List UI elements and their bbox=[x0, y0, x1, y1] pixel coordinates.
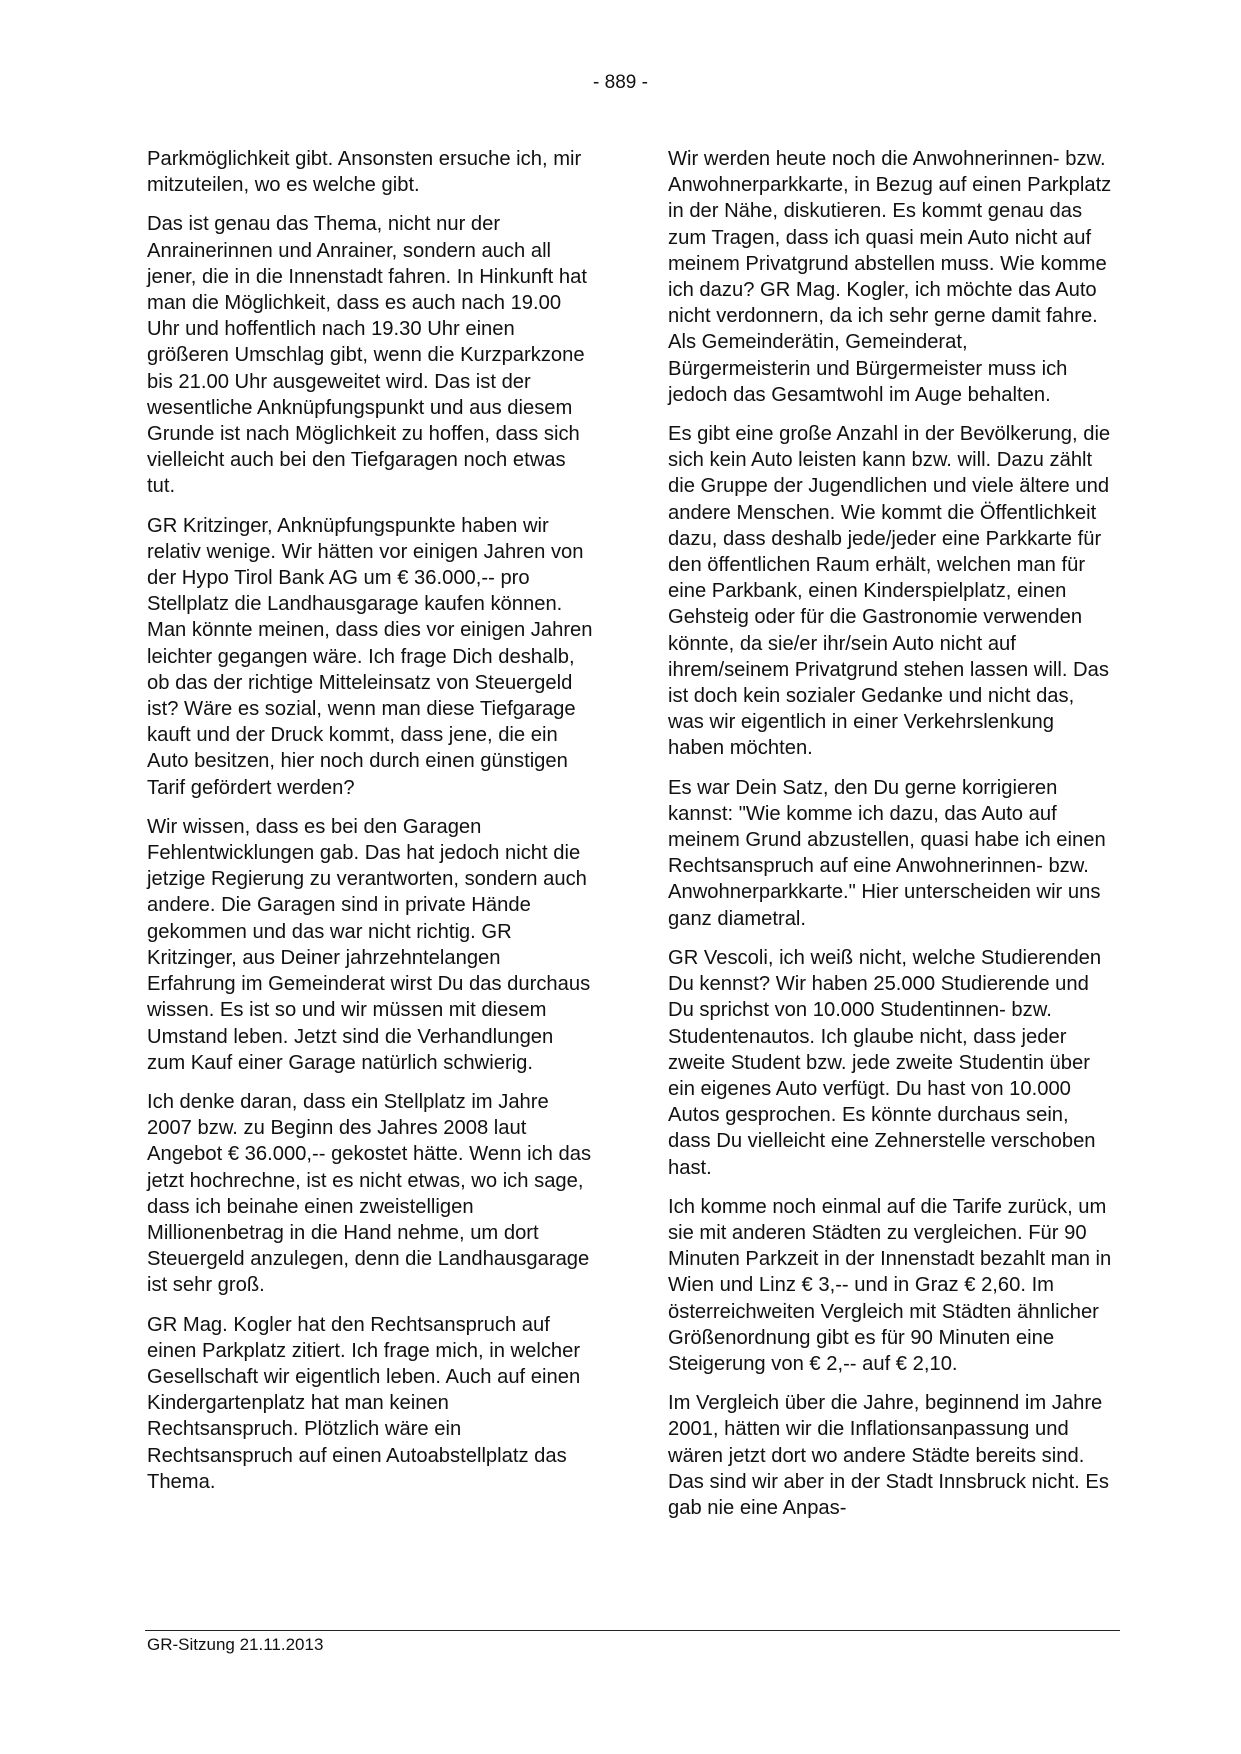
paragraph: Das ist genau das Thema, nicht nur der Anrainerinnen und Anrainer, sondern auch all jener, die in die Innenstadt fahren. In Hinkunft hat man die Möglichkeit, dass es auch nach 19.00 Uhr und hoffentlich nach 19.30 Uhr einen größeren Umschlag gibt, wenn die Kurzparkzone bis 21.00 Uhr ausgeweitet wird. Das ist der wesentliche Anknüpfungspunkt und aus diesem Grunde ist nach Möglichkeit zu hoffen, dass sich vielleicht auch bei den Tiefgaragen noch etwas tut. bbox=[147, 213, 587, 498]
paragraph: Wir werden heute noch die Anwohnerinnen- bzw. Anwohnerparkkarte, in Bezug auf einen Parkplatz in der Nähe, diskutieren. Es kommt genau das zum Tragen, dass ich quasi mein Auto nicht auf meinem Privatgrund abstellen muss. Wie komme ich dazu? GR Mag. Kogler, ich möchte das Auto nicht verdonnern, da ich sehr gerne damit fahre. Als Gemeinderätin, Gemeinderat, Bürgermeisterin und Bürgermeister muss ich jedoch das Gesamtwohl im Auge behalten. bbox=[668, 148, 1112, 406]
footer-divider bbox=[145, 1630, 1120, 1631]
paragraph: Es war Dein Satz, den Du gerne korrigieren kannst: "Wie komme ich dazu, das Auto auf meinem Grund abzustellen, quasi habe ich einen Rechtsanspruch auf eine Anwohnerinnen- bzw. Anwohnerparkkarte." Hier unterscheiden wir uns ganz diametral. bbox=[668, 776, 1106, 930]
paragraph: Wir wissen, dass es bei den Garagen Fehlentwicklungen gab. Das hat jedoch nicht die jetzige Regierung zu verantworten, sondern auch andere. Die Garagen sind in private Hände gekommen und das war nicht richtig. GR Kritzinger, aus Deiner jahrzehntelangen Erfahrung im Gemeinderat wirst Du das durchaus wissen. Es ist so und wir müssen mit diesem Umstand leben. Jetzt sind die Verhandlungen zum Kauf einer Garage natürlich schwierig. bbox=[147, 815, 591, 1074]
paragraph: Ich komme noch einmal auf die Tarife zurück, um sie mit anderen Städten zu vergleichen. Für 90 Minuten Parkzeit in der Innenstadt bezahlt man in Wien und Linz € 3,-- und in Graz € 2,60. Im österreichweiten Vergleich mit Städten ähnlicher Größenordnung gibt es für 90 Minuten eine Steigerung von € 2,-- auf € 2,10. bbox=[668, 1195, 1112, 1375]
left-column bbox=[147, 146, 593, 1508]
paragraph: GR Kritzinger, Anknüpfungspunkte haben wir relativ wenige. Wir hätten vor einigen Jahren von der Hypo Tirol Bank AG um € 36.000,-- pro Stellplatz die Landhausgarage kaufen können. Man könnte meinen, dass dies vor einigen Jahren leichter gegangen wäre. Ich frage Dich deshalb, ob das der richtige Mitteleinsatz von Steuergeld ist? Wäre es sozial, wenn man diese Tiefgarage kauft und der Druck kommt, dass jene, die ein Auto besitzen, hier noch durch einen günstigen Tarif gefördert werden? bbox=[147, 514, 593, 799]
footer-session-label: GR-Sitzung 21.11.2013 bbox=[147, 1635, 324, 1654]
paragraph: Parkmöglichkeit gibt. Ansonsten ersuche ich, mir mitzuteilen, wo es welche gibt. bbox=[147, 148, 582, 197]
paragraph: Im Vergleich über die Jahre, beginnend im Jahre 2001, hätten wir die Inflationsanpassung und wären jetzt dort wo andere Städte bereits sind. Das sind wir aber in der Stadt Innsbruck nicht. Es gab nie eine Anpas- bbox=[668, 1392, 1109, 1519]
paragraph: GR Vescoli, ich weiß nicht, welche Studierenden Du kennst? Wir haben 25.000 Studierende und Du sprichst von 10.000 Studentinnen- bzw. Studentenautos. Ich glaube nicht, dass jeder zweite Student bzw. jede zweite Studentin über ein eigenes Auto verfügt. Du hast von 10.000 Autos gesprochen. Es könnte durchaus sein, dass Du vielleicht eine Zehnerstelle verschoben hast. bbox=[668, 946, 1102, 1179]
paragraph: Ich denke daran, dass ein Stellplatz im Jahre 2007 bzw. zu Beginn des Jahres 2008 laut Angebot € 36.000,-- gekostet hätte. Wenn ich das jetzt hochrechne, ist es nicht etwas, wo ich sage, dass ich beinahe einen zweistelligen Millionenbetrag in die Hand nehme, um dort Steuergeld anzulegen, denn die Landhausgarage ist sehr groß. bbox=[147, 1090, 592, 1297]
page-number: - 889 - bbox=[593, 72, 648, 93]
paragraph: GR Mag. Kogler hat den Rechtsanspruch auf einen Parkplatz zitiert. Ich frage mich, in welcher Gesellschaft wir eigentlich leben. Auch auf einen Kindergartenplatz hat man keinen Rechtsanspruch. Plötzlich wäre ein Rechtsanspruch auf einen Autoabstellplatz das Thema. bbox=[147, 1313, 581, 1493]
paragraph: Es gibt eine große Anzahl in der Bevölkerung, die sich kein Auto leisten kann bzw. will. Dazu zählt die Gruppe der Jugendlichen und viele ältere und andere Menschen. Wie kommt die Öffentlichkeit dazu, dass deshalb jede/jeder eine Parkkarte für den öffentlichen Raum erhält, welchen man für eine Parkbank, einen Kinderspielplatz, einen Gehsteig oder für die Gastronomie verwenden könnte, da sie/er ihr/sein Auto nicht auf ihrem/seinem Privatgrund stehen lassen will. Das ist doch kein sozialer Gedanke und nicht das, was wir eigentlich in einer Verkehrslenkung haben möchten. bbox=[668, 423, 1111, 760]
right-column bbox=[668, 146, 1114, 1534]
